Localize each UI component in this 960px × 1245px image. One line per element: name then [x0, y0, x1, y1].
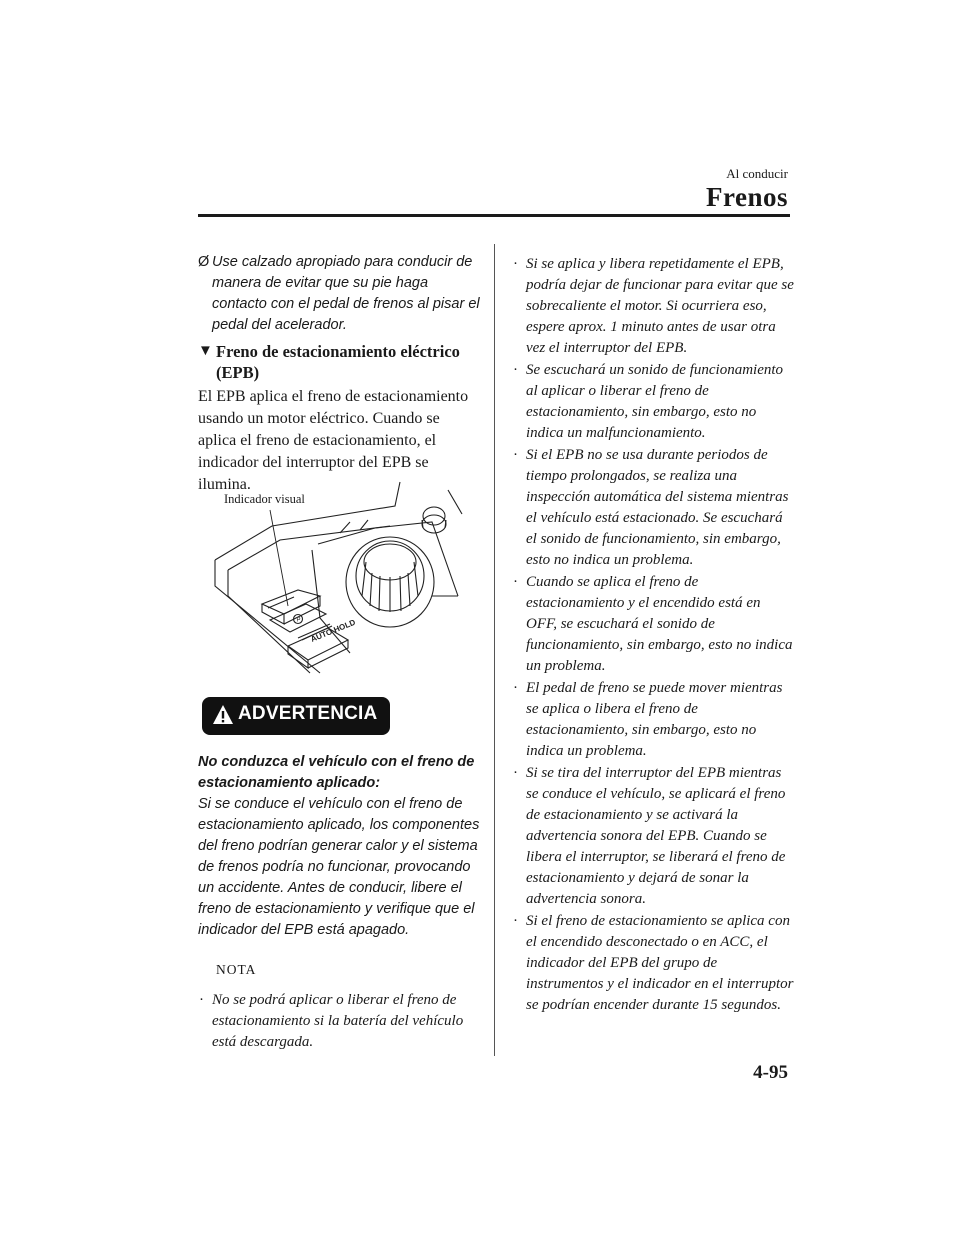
note-label: NOTA [216, 962, 257, 977]
list-item: · El pedal de freno se puede mover mientras se aplica o libera el freno de estacionamiento, sin embargo, esto no indica un problema. [513, 680, 783, 759]
tip-text: Use calzado apropiado para conducir de manera de evitar que su pie haga contacto con el pedal de frenos al pisar el pedal del acelerador. [212, 254, 480, 333]
bullet-icon: · [513, 362, 518, 378]
note-list [199, 990, 480, 1053]
list-item: · Si el freno de estacionamiento se aplica con el encendido desconectado o en ACC, el indicador del EPB del grupo de instrumentos y el indicador en el interruptor se podrían encender durante 15 segundos. [513, 913, 794, 1013]
bullet-icon: · [513, 447, 518, 463]
warning-title: No conduzca el vehículo con el freno de estacionamiento aplicado: [198, 754, 475, 791]
header-rule [198, 214, 790, 217]
bullet-icon: · [513, 765, 518, 781]
list-item: · Si se tira del interruptor del EPB mientras se conduce el vehículo, se aplicará el freno de estacionamiento y se activará la advertencia sonora del EPB. Cuando se libera el interruptor, se liberará el freno de estacionamiento y dejará de sonar la advertencia sonora. [513, 765, 786, 907]
auto-hold-label: AUTO HOLD [309, 617, 357, 644]
tip-note [198, 252, 480, 336]
warning-text: Si se conduce el vehículo con el freno de estacionamiento aplicado, los componentes del freno podrían generar calor y el sistema de frenos podría no funcionar, provocando un accidente. Antes de conducir, libere el freno de estacionamiento y verifique que el indicador del EPB está apagado. [198, 796, 480, 938]
svg-text:P: P [296, 617, 301, 624]
arrow-marker-icon: Ø [198, 254, 210, 270]
warning-banner [202, 697, 390, 735]
subheading-text: Freno de estacionamiento eléctrico (EPB) [216, 342, 460, 382]
list-item: · Se escuchará un sonido de funcionamiento al aplicar o liberar el freno de estacionamiento, sin embargo, esto no indica un malfuncionamiento. [513, 362, 784, 441]
bullet-icon: · [513, 913, 518, 929]
subheading [198, 341, 480, 383]
bullet-icon: · [513, 680, 518, 696]
chapter-title: Al conducir [726, 166, 788, 181]
column-divider [494, 244, 495, 1056]
bullet-icon: · [513, 574, 518, 590]
bullet-icon: · [199, 992, 204, 1008]
note-list-continued [513, 254, 794, 1017]
warning-body [198, 752, 480, 941]
body-paragraph: El EPB aplica el freno de estacionamiento usando un motor eléctrico. Cuando se aplica el freno de estacionamiento, el indicador del interruptor del EPB se ilumina. [198, 388, 469, 493]
epb-switch-illustration [200, 478, 470, 678]
figure-label: Indicador visual [224, 492, 305, 506]
page-number: 4-95 [753, 1062, 788, 1083]
list-item: · No se podrá aplicar o liberar el freno de estacionamiento si la batería del vehículo está descargada. [199, 992, 464, 1050]
warning-icon [212, 704, 234, 726]
bullet-icon: · [513, 256, 518, 272]
warning-banner-text: ADVERTENCIA [238, 703, 378, 724]
list-item: · Si el EPB no se usa durante periodos de tiempo prolongados, se realiza una inspección automática del sistema mientras el vehículo está estacionado. Se escuchará el sonido de funcionamiento, sin embargo, esto no indica un problema. [513, 447, 789, 568]
triangle-down-icon: ▼ [198, 343, 213, 359]
list-item: · Si se aplica y libera repetidamente el EPB, podría dejar de funcionar para evitar que se sobrecaliente el motor. Si ocurriera eso, espere aprox. 1 minuto antes de usar otra vez el interruptor del EPB. [513, 256, 794, 356]
section-title: Frenos [706, 182, 788, 212]
list-item: · Cuando se aplica el freno de estacionamiento y el encendido está en OFF, se escuchará el sonido de funcionamiento, sin embargo, esto no indica un problema. [513, 574, 793, 674]
